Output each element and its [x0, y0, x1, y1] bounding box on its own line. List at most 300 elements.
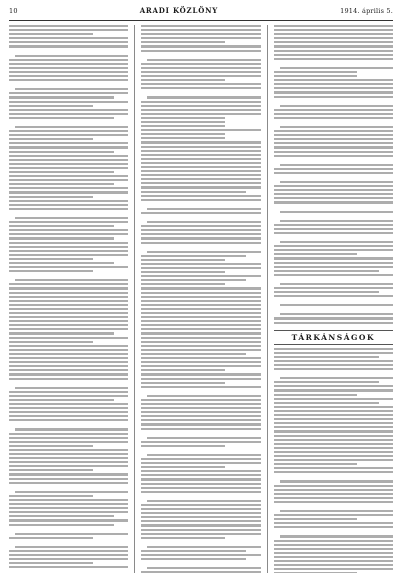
text-line-placeholder	[274, 287, 393, 289]
text-line-placeholder	[274, 197, 393, 199]
text-line-placeholder	[141, 466, 225, 468]
text-line-placeholder	[15, 279, 128, 281]
text-line-placeholder	[274, 266, 393, 268]
paragraph-gap	[274, 299, 393, 302]
text-line-placeholder	[274, 75, 358, 77]
text-line-placeholder	[9, 96, 114, 98]
text-line-placeholder	[141, 345, 260, 347]
text-line-placeholder	[147, 221, 260, 223]
text-line-placeholder	[274, 556, 393, 558]
text-line-placeholder	[141, 304, 260, 306]
text-line-placeholder	[9, 515, 114, 517]
text-line-placeholder	[274, 402, 379, 404]
text-line-placeholder	[9, 167, 128, 169]
text-line-placeholder	[274, 443, 393, 445]
text-line-placeholder	[274, 155, 393, 157]
text-line-placeholder	[9, 270, 93, 272]
page-number: 10	[9, 7, 18, 15]
text-line-placeholder	[274, 435, 393, 437]
text-line-placeholder	[15, 387, 128, 389]
text-line-placeholder	[141, 312, 260, 314]
text-line-placeholder	[141, 191, 246, 193]
text-line-placeholder	[9, 134, 128, 136]
text-line-placeholder	[141, 386, 260, 388]
text-line-placeholder	[9, 353, 128, 355]
text-line-placeholder	[280, 126, 393, 128]
text-line-placeholder	[9, 503, 128, 505]
paragraph-gap	[274, 530, 393, 533]
text-line-placeholder	[141, 287, 260, 289]
text-line-placeholder	[274, 257, 393, 259]
text-line-placeholder	[15, 88, 128, 90]
text-line-placeholder	[141, 296, 260, 298]
text-line-placeholder	[274, 471, 393, 473]
text-line-placeholder	[9, 113, 128, 115]
text-line-placeholder	[274, 37, 393, 39]
text-line-placeholder	[9, 179, 128, 181]
text-line-placeholder	[9, 403, 128, 405]
text-line-placeholder	[274, 526, 393, 528]
text-line-placeholder	[141, 520, 260, 522]
text-line-placeholder	[280, 304, 393, 306]
text-line-placeholder	[141, 415, 260, 417]
text-line-placeholder	[141, 403, 260, 405]
text-line-placeholder	[141, 113, 260, 115]
text-line-placeholder	[9, 415, 128, 417]
text-line-placeholder	[274, 422, 393, 424]
paragraph-gap	[274, 121, 393, 124]
text-line-placeholder	[141, 478, 260, 480]
text-line-placeholder	[9, 208, 128, 210]
text-line-placeholder	[274, 467, 393, 469]
paragraph-gap	[9, 274, 128, 277]
text-line-placeholder	[280, 181, 393, 183]
text-line-placeholder	[9, 33, 93, 35]
paragraph-gap	[9, 570, 128, 573]
text-line-placeholder	[141, 458, 260, 460]
text-line-placeholder	[141, 158, 260, 160]
text-line-placeholder	[9, 146, 128, 148]
text-line-placeholder	[274, 560, 393, 562]
paragraph-gap	[9, 541, 128, 544]
text-line-placeholder	[274, 493, 393, 495]
paragraph-gap	[274, 505, 393, 508]
text-line-placeholder	[9, 378, 128, 380]
text-line-placeholder	[9, 369, 128, 371]
text-line-placeholder	[280, 241, 393, 243]
text-line-placeholder	[141, 462, 260, 464]
text-line-placeholder	[9, 562, 93, 564]
text-line-placeholder	[147, 208, 260, 210]
text-line-placeholder	[141, 533, 260, 535]
paragraph-gap	[274, 159, 393, 162]
text-line-placeholder	[141, 550, 246, 552]
text-line-placeholder	[9, 105, 93, 107]
text-line-placeholder	[274, 117, 393, 119]
text-line-placeholder	[9, 258, 93, 260]
text-line-placeholder	[141, 141, 260, 143]
text-line-placeholder	[274, 151, 393, 153]
text-line-placeholder	[9, 304, 128, 306]
text-line-placeholder	[274, 130, 393, 132]
text-line-placeholder	[141, 361, 260, 363]
text-line-placeholder	[141, 79, 225, 81]
text-line-placeholder	[9, 237, 114, 239]
column-rule	[267, 25, 268, 573]
text-line-placeholder	[9, 117, 114, 119]
text-line-placeholder	[280, 313, 393, 315]
text-line-placeholder	[141, 292, 260, 294]
text-line-placeholder	[274, 91, 393, 93]
text-line-placeholder	[141, 41, 225, 43]
text-line-placeholder	[141, 441, 260, 443]
text-line-placeholder	[9, 332, 114, 334]
text-line-placeholder	[274, 146, 393, 148]
text-line-placeholder	[141, 101, 260, 103]
paragraph-gap	[9, 121, 128, 124]
text-line-placeholder	[274, 29, 393, 31]
text-line-placeholder	[141, 267, 260, 269]
text-line-placeholder	[274, 540, 393, 542]
text-line-placeholder	[274, 414, 393, 416]
text-line-placeholder	[141, 137, 225, 139]
text-line-placeholder	[9, 465, 128, 467]
text-line-placeholder	[9, 29, 128, 31]
text-line-placeholder	[141, 423, 260, 425]
text-line-placeholder	[280, 211, 393, 213]
paragraph-gap	[141, 54, 260, 57]
text-line-placeholder	[9, 324, 128, 326]
text-line-placeholder	[141, 357, 260, 359]
text-line-placeholder	[141, 212, 260, 214]
paragraph-gap	[9, 50, 128, 53]
text-line-placeholder	[9, 229, 128, 231]
text-line-placeholder	[141, 275, 260, 277]
text-line-placeholder	[274, 109, 393, 111]
text-line-placeholder	[141, 146, 260, 148]
text-line-placeholder	[141, 87, 260, 89]
text-line-placeholder	[9, 233, 128, 235]
text-line-placeholder	[9, 63, 128, 65]
text-line-placeholder	[274, 381, 379, 383]
text-line-placeholder	[274, 317, 393, 319]
text-line-placeholder	[141, 524, 260, 526]
text-line-placeholder	[9, 433, 128, 435]
text-line-placeholder	[274, 83, 393, 85]
text-line-placeholder	[141, 50, 260, 52]
text-line-placeholder	[141, 125, 225, 127]
text-line-placeholder	[274, 439, 393, 441]
text-line-placeholder	[274, 426, 393, 428]
text-line-placeholder	[9, 296, 128, 298]
text-line-placeholder	[9, 399, 114, 401]
text-line-placeholder	[9, 191, 128, 193]
text-line-placeholder	[9, 437, 128, 439]
paragraph-gap	[9, 528, 128, 531]
text-line-placeholder	[141, 337, 260, 339]
text-line-placeholder	[274, 389, 393, 391]
text-line-placeholder	[141, 71, 260, 73]
text-line-placeholder	[9, 566, 128, 568]
text-line-placeholder	[141, 233, 260, 235]
text-line-placeholder	[274, 501, 393, 503]
text-line-placeholder	[9, 242, 128, 244]
text-line-placeholder	[9, 328, 128, 330]
text-line-placeholder	[141, 365, 260, 367]
text-line-placeholder	[141, 242, 260, 244]
paragraph-gap	[9, 382, 128, 385]
text-line-placeholder	[274, 249, 393, 251]
text-line-placeholder	[9, 519, 128, 521]
text-line-placeholder	[9, 482, 128, 484]
text-line-placeholder	[141, 271, 225, 273]
text-line-placeholder	[147, 437, 260, 439]
text-line-placeholder	[15, 546, 128, 548]
text-line-placeholder	[141, 174, 260, 176]
text-line-placeholder	[141, 129, 260, 131]
text-line-placeholder	[274, 463, 358, 465]
newspaper-title: ARADI KÖZLÖNY	[139, 6, 219, 15]
text-line-placeholder	[9, 41, 128, 43]
text-columns	[9, 25, 393, 573]
text-line-placeholder	[9, 221, 128, 223]
text-line-placeholder	[9, 395, 128, 397]
text-line-placeholder	[274, 142, 393, 144]
text-line-placeholder	[274, 564, 393, 566]
text-line-placeholder	[9, 75, 128, 77]
text-line-placeholder	[147, 251, 260, 253]
text-line-placeholder	[141, 199, 260, 201]
text-line-placeholder	[274, 522, 393, 524]
text-line-placeholder	[141, 516, 260, 518]
text-line-placeholder	[141, 300, 260, 302]
text-line-placeholder	[9, 67, 128, 69]
text-line-placeholder	[9, 499, 128, 501]
text-line-placeholder	[141, 109, 260, 111]
column-middle-text	[141, 25, 260, 573]
text-line-placeholder	[9, 457, 128, 459]
text-line-placeholder	[141, 349, 260, 351]
text-line-placeholder	[9, 175, 128, 177]
text-line-placeholder	[147, 59, 260, 61]
text-line-placeholder	[141, 316, 260, 318]
text-line-placeholder	[274, 58, 393, 60]
text-line-placeholder	[274, 398, 393, 400]
text-line-placeholder	[9, 200, 128, 202]
text-line-placeholder	[15, 55, 128, 57]
text-line-placeholder	[141, 162, 260, 164]
text-line-placeholder	[274, 291, 379, 293]
text-line-placeholder	[15, 217, 128, 219]
text-line-placeholder	[141, 150, 260, 152]
text-line-placeholder	[9, 59, 128, 61]
text-line-placeholder	[141, 178, 260, 180]
text-line-placeholder	[9, 71, 128, 73]
text-line-placeholder	[9, 292, 128, 294]
text-line-placeholder	[141, 382, 225, 384]
text-line-placeholder	[9, 308, 128, 310]
paragraph-gap	[141, 562, 260, 565]
text-line-placeholder	[141, 554, 260, 556]
text-line-placeholder	[9, 345, 128, 347]
paragraph-gap	[141, 432, 260, 435]
text-line-placeholder	[274, 172, 393, 174]
text-line-placeholder	[274, 459, 393, 461]
text-line-placeholder	[9, 262, 114, 264]
paragraph-gap	[274, 215, 393, 218]
text-line-placeholder	[274, 45, 393, 47]
text-line-placeholder	[274, 322, 393, 324]
text-line-placeholder	[274, 25, 393, 27]
text-line-placeholder	[141, 537, 225, 539]
text-line-placeholder	[141, 328, 260, 330]
text-line-placeholder	[141, 133, 225, 135]
paragraph-gap	[141, 495, 260, 498]
text-line-placeholder	[141, 229, 260, 231]
text-line-placeholder	[141, 411, 260, 413]
text-line-placeholder	[9, 461, 128, 463]
paragraph-gap	[141, 246, 260, 249]
text-line-placeholder	[274, 518, 358, 520]
text-line-placeholder	[274, 430, 393, 432]
text-line-placeholder	[15, 126, 128, 128]
text-line-placeholder	[141, 117, 225, 119]
text-line-placeholder	[9, 204, 128, 206]
text-line-placeholder	[141, 105, 260, 107]
paragraph-gap	[141, 541, 260, 544]
text-line-placeholder	[141, 369, 225, 371]
column-left	[9, 25, 128, 573]
text-line-placeholder	[9, 130, 128, 132]
text-line-placeholder	[274, 360, 393, 362]
text-line-placeholder	[141, 483, 260, 485]
text-line-placeholder	[9, 142, 128, 144]
paragraph-gap	[141, 91, 260, 94]
text-line-placeholder	[9, 250, 128, 252]
text-line-placeholder	[274, 451, 393, 453]
text-line-placeholder	[9, 419, 128, 421]
text-line-placeholder	[141, 33, 260, 35]
text-line-placeholder	[9, 473, 128, 475]
text-line-placeholder	[9, 254, 128, 256]
text-line-placeholder	[9, 441, 128, 443]
text-line-placeholder	[141, 571, 260, 573]
text-line-placeholder	[274, 489, 393, 491]
text-line-placeholder	[9, 478, 128, 480]
text-line-placeholder	[9, 391, 128, 393]
text-line-placeholder	[141, 121, 225, 123]
text-line-placeholder	[141, 512, 260, 514]
text-line-placeholder	[274, 262, 393, 264]
text-line-placeholder	[274, 368, 393, 370]
text-line-placeholder	[280, 480, 393, 482]
text-line-placeholder	[141, 558, 246, 560]
text-line-placeholder	[141, 170, 260, 172]
text-line-placeholder	[147, 454, 260, 456]
column-right-upper-text	[274, 25, 393, 324]
text-line-placeholder	[9, 341, 93, 343]
issue-date: 1914. április 5.	[340, 7, 393, 15]
text-line-placeholder	[274, 356, 379, 358]
text-line-placeholder	[147, 546, 260, 548]
text-line-placeholder	[280, 535, 393, 537]
text-line-placeholder	[9, 163, 128, 165]
text-line-placeholder	[274, 485, 393, 487]
column-left-text	[9, 25, 128, 573]
text-line-placeholder	[9, 37, 128, 39]
text-line-placeholder	[141, 504, 260, 506]
text-line-placeholder	[274, 224, 393, 226]
text-line-placeholder	[9, 138, 93, 140]
text-line-placeholder	[141, 529, 260, 531]
text-line-placeholder	[9, 407, 128, 409]
text-line-placeholder	[141, 29, 260, 31]
text-line-placeholder	[274, 41, 393, 43]
paragraph-gap	[274, 100, 393, 103]
text-line-placeholder	[9, 495, 93, 497]
text-line-placeholder	[141, 25, 260, 27]
text-line-placeholder	[9, 151, 114, 153]
text-line-placeholder	[274, 274, 393, 276]
text-line-placeholder	[274, 352, 393, 354]
text-line-placeholder	[9, 155, 128, 157]
text-line-placeholder	[141, 263, 260, 265]
text-line-placeholder	[141, 186, 260, 188]
text-line-placeholder	[9, 511, 128, 513]
text-line-placeholder	[9, 554, 128, 556]
text-line-placeholder	[274, 270, 379, 272]
text-line-placeholder	[9, 196, 93, 198]
text-line-placeholder	[141, 154, 260, 156]
text-line-placeholder	[147, 500, 260, 502]
text-line-placeholder	[141, 195, 260, 197]
text-line-placeholder	[9, 159, 128, 161]
text-line-placeholder	[141, 279, 246, 281]
text-line-placeholder	[9, 183, 114, 185]
text-line-placeholder	[9, 266, 128, 268]
text-line-placeholder	[274, 113, 393, 115]
text-line-placeholder	[9, 449, 128, 451]
text-line-placeholder	[141, 37, 260, 39]
text-line-placeholder	[141, 45, 260, 47]
paragraph-gap	[9, 423, 128, 426]
text-line-placeholder	[9, 187, 128, 189]
text-line-placeholder	[274, 201, 393, 203]
text-line-placeholder	[141, 237, 260, 239]
text-line-placeholder	[274, 455, 393, 457]
text-line-placeholder	[141, 407, 260, 409]
text-line-placeholder	[141, 399, 260, 401]
paragraph-gap	[274, 308, 393, 311]
text-line-placeholder	[274, 189, 393, 191]
text-line-placeholder	[274, 33, 393, 35]
text-line-placeholder	[274, 410, 393, 412]
text-line-placeholder	[141, 378, 260, 380]
text-line-placeholder	[141, 259, 225, 261]
text-line-placeholder	[141, 428, 260, 430]
text-line-placeholder	[147, 395, 260, 397]
text-line-placeholder	[9, 411, 128, 413]
text-line-placeholder	[274, 232, 393, 234]
text-line-placeholder	[141, 353, 246, 355]
text-line-placeholder	[141, 308, 260, 310]
text-line-placeholder	[274, 245, 393, 247]
text-line-placeholder	[274, 394, 358, 396]
text-line-placeholder	[9, 373, 128, 375]
text-line-placeholder	[141, 373, 260, 375]
text-line-placeholder	[141, 445, 225, 447]
text-line-placeholder	[147, 567, 260, 569]
